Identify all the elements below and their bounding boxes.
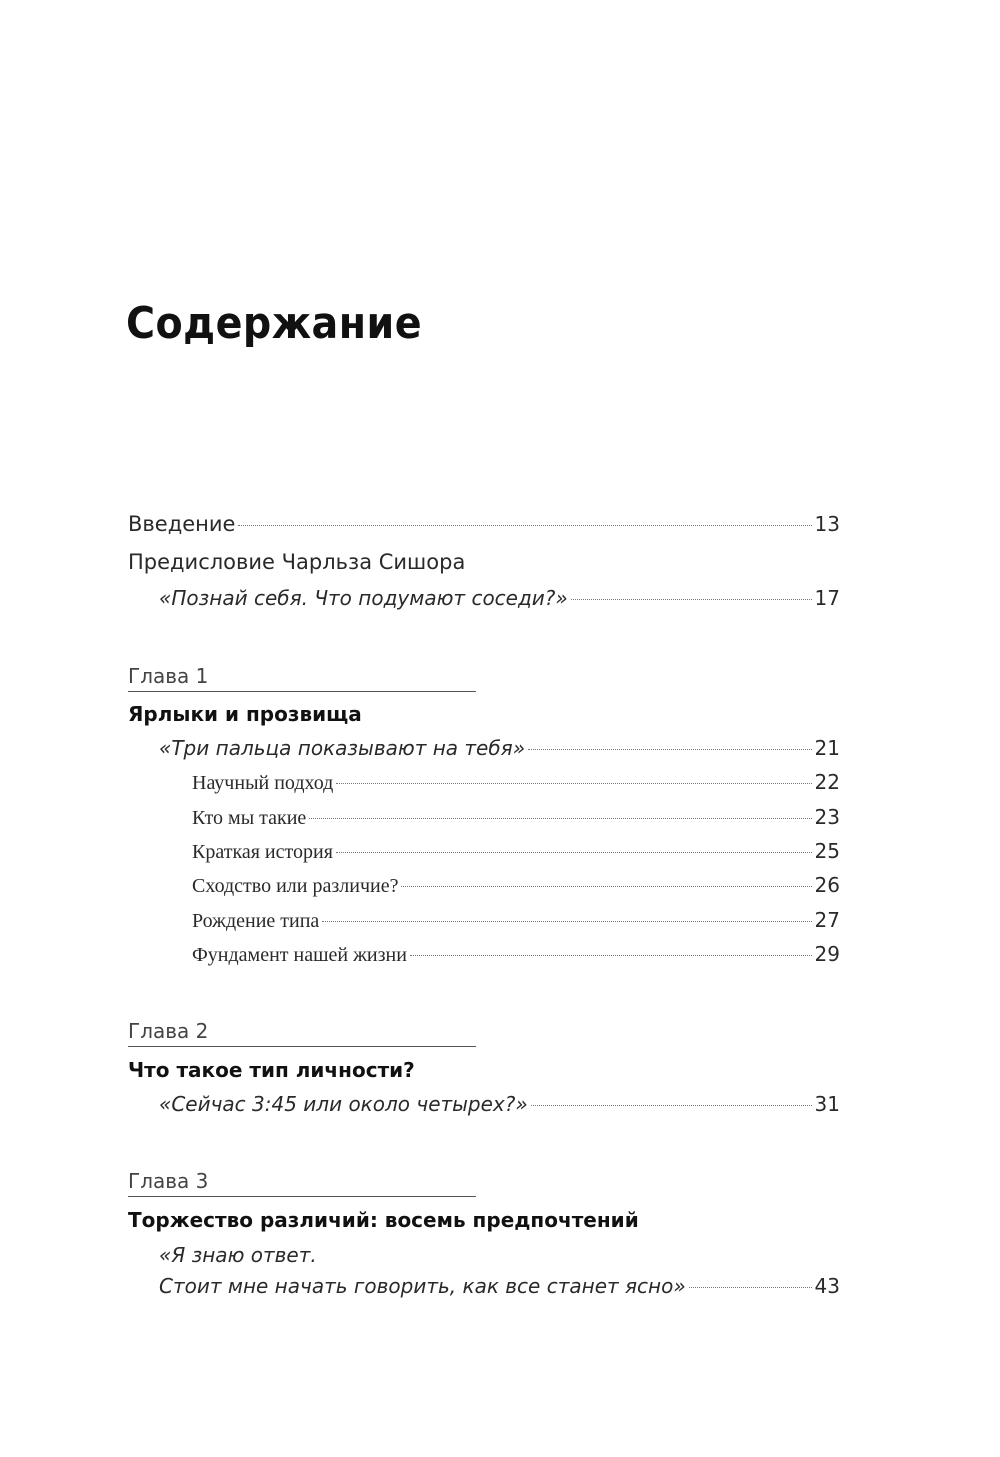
dot-leader — [336, 852, 812, 853]
chapter-3-number: Глава 3 — [128, 1169, 476, 1197]
dot-leader — [531, 1105, 812, 1106]
dot-leader — [528, 749, 811, 750]
toc-entry-label: Введение — [128, 512, 236, 536]
toc-entry-section[interactable] — [192, 908, 840, 933]
dot-leader — [410, 955, 812, 956]
toc-entry-section[interactable] — [192, 839, 840, 864]
dot-leader — [571, 599, 812, 600]
toc-entry-section[interactable] — [192, 805, 840, 830]
toc-entry-label: «Сейчас 3:45 или около четырех?» — [159, 1092, 528, 1116]
toc-entry-label: «Познай себя. Что подумают соседи?» — [159, 586, 568, 610]
toc-entry-section[interactable] — [192, 942, 840, 967]
toc-page-number: 21 — [814, 736, 840, 760]
toc-entry-ch2-epigraph[interactable] — [159, 1092, 840, 1116]
toc-page-number: 13 — [814, 512, 840, 536]
toc-entry-label: Стоит мне начать говорить, как все станет ясно» — [159, 1274, 686, 1298]
toc-entry-ch3-epigraph[interactable] — [159, 1274, 840, 1298]
toc-entry-preface-label: Предисловие Чарльза Сишора — [128, 550, 466, 574]
toc-entry-ch1-epigraph[interactable] — [159, 736, 840, 760]
dot-leader — [309, 818, 811, 819]
page-title: Содержание — [126, 298, 423, 349]
toc-entry-section[interactable] — [192, 770, 840, 795]
toc-entry-label: Сходство или различие? — [192, 875, 399, 897]
toc-entry-ch3-epigraph-line1: «Я знаю ответ. — [159, 1243, 317, 1267]
chapter-1-number: Глава 1 — [128, 664, 476, 692]
dot-leader — [238, 525, 811, 526]
chapter-3-title: Торжество различий: восемь предпочтений — [128, 1208, 639, 1232]
dot-leader — [336, 783, 811, 784]
toc-page-number: 27 — [814, 908, 840, 932]
toc-page-number: 22 — [814, 770, 840, 794]
chapter-2-title: Что такое тип личности? — [128, 1058, 415, 1082]
toc-entry-section[interactable] — [192, 873, 840, 898]
toc-entry-label: Научный подход — [192, 772, 334, 794]
chapter-1-title: Ярлыки и прозвища — [128, 702, 362, 726]
toc-page-number: 29 — [814, 942, 840, 966]
toc-entry-label: Кто мы такие — [192, 807, 307, 829]
toc-entry-label: «Три пальца показывают на тебя» — [159, 736, 526, 760]
toc-entry-label: Рождение типа — [192, 910, 320, 932]
dot-leader — [401, 886, 811, 887]
toc-entry-preface[interactable] — [159, 586, 840, 610]
toc-entry-intro[interactable] — [128, 512, 840, 536]
toc-page-number: 31 — [814, 1092, 840, 1116]
toc-page-number: 23 — [814, 805, 840, 829]
toc-page-number: 17 — [814, 586, 840, 610]
toc-entry-label: Фундамент нашей жизни — [192, 944, 407, 966]
toc-entry-label: Краткая история — [192, 841, 333, 863]
dot-leader — [322, 921, 811, 922]
dot-leader — [689, 1287, 812, 1288]
toc-page-number: 25 — [814, 839, 840, 863]
chapter-2-number: Глава 2 — [128, 1019, 476, 1047]
toc-page-number: 26 — [814, 873, 840, 897]
toc-page-number: 43 — [814, 1274, 840, 1298]
